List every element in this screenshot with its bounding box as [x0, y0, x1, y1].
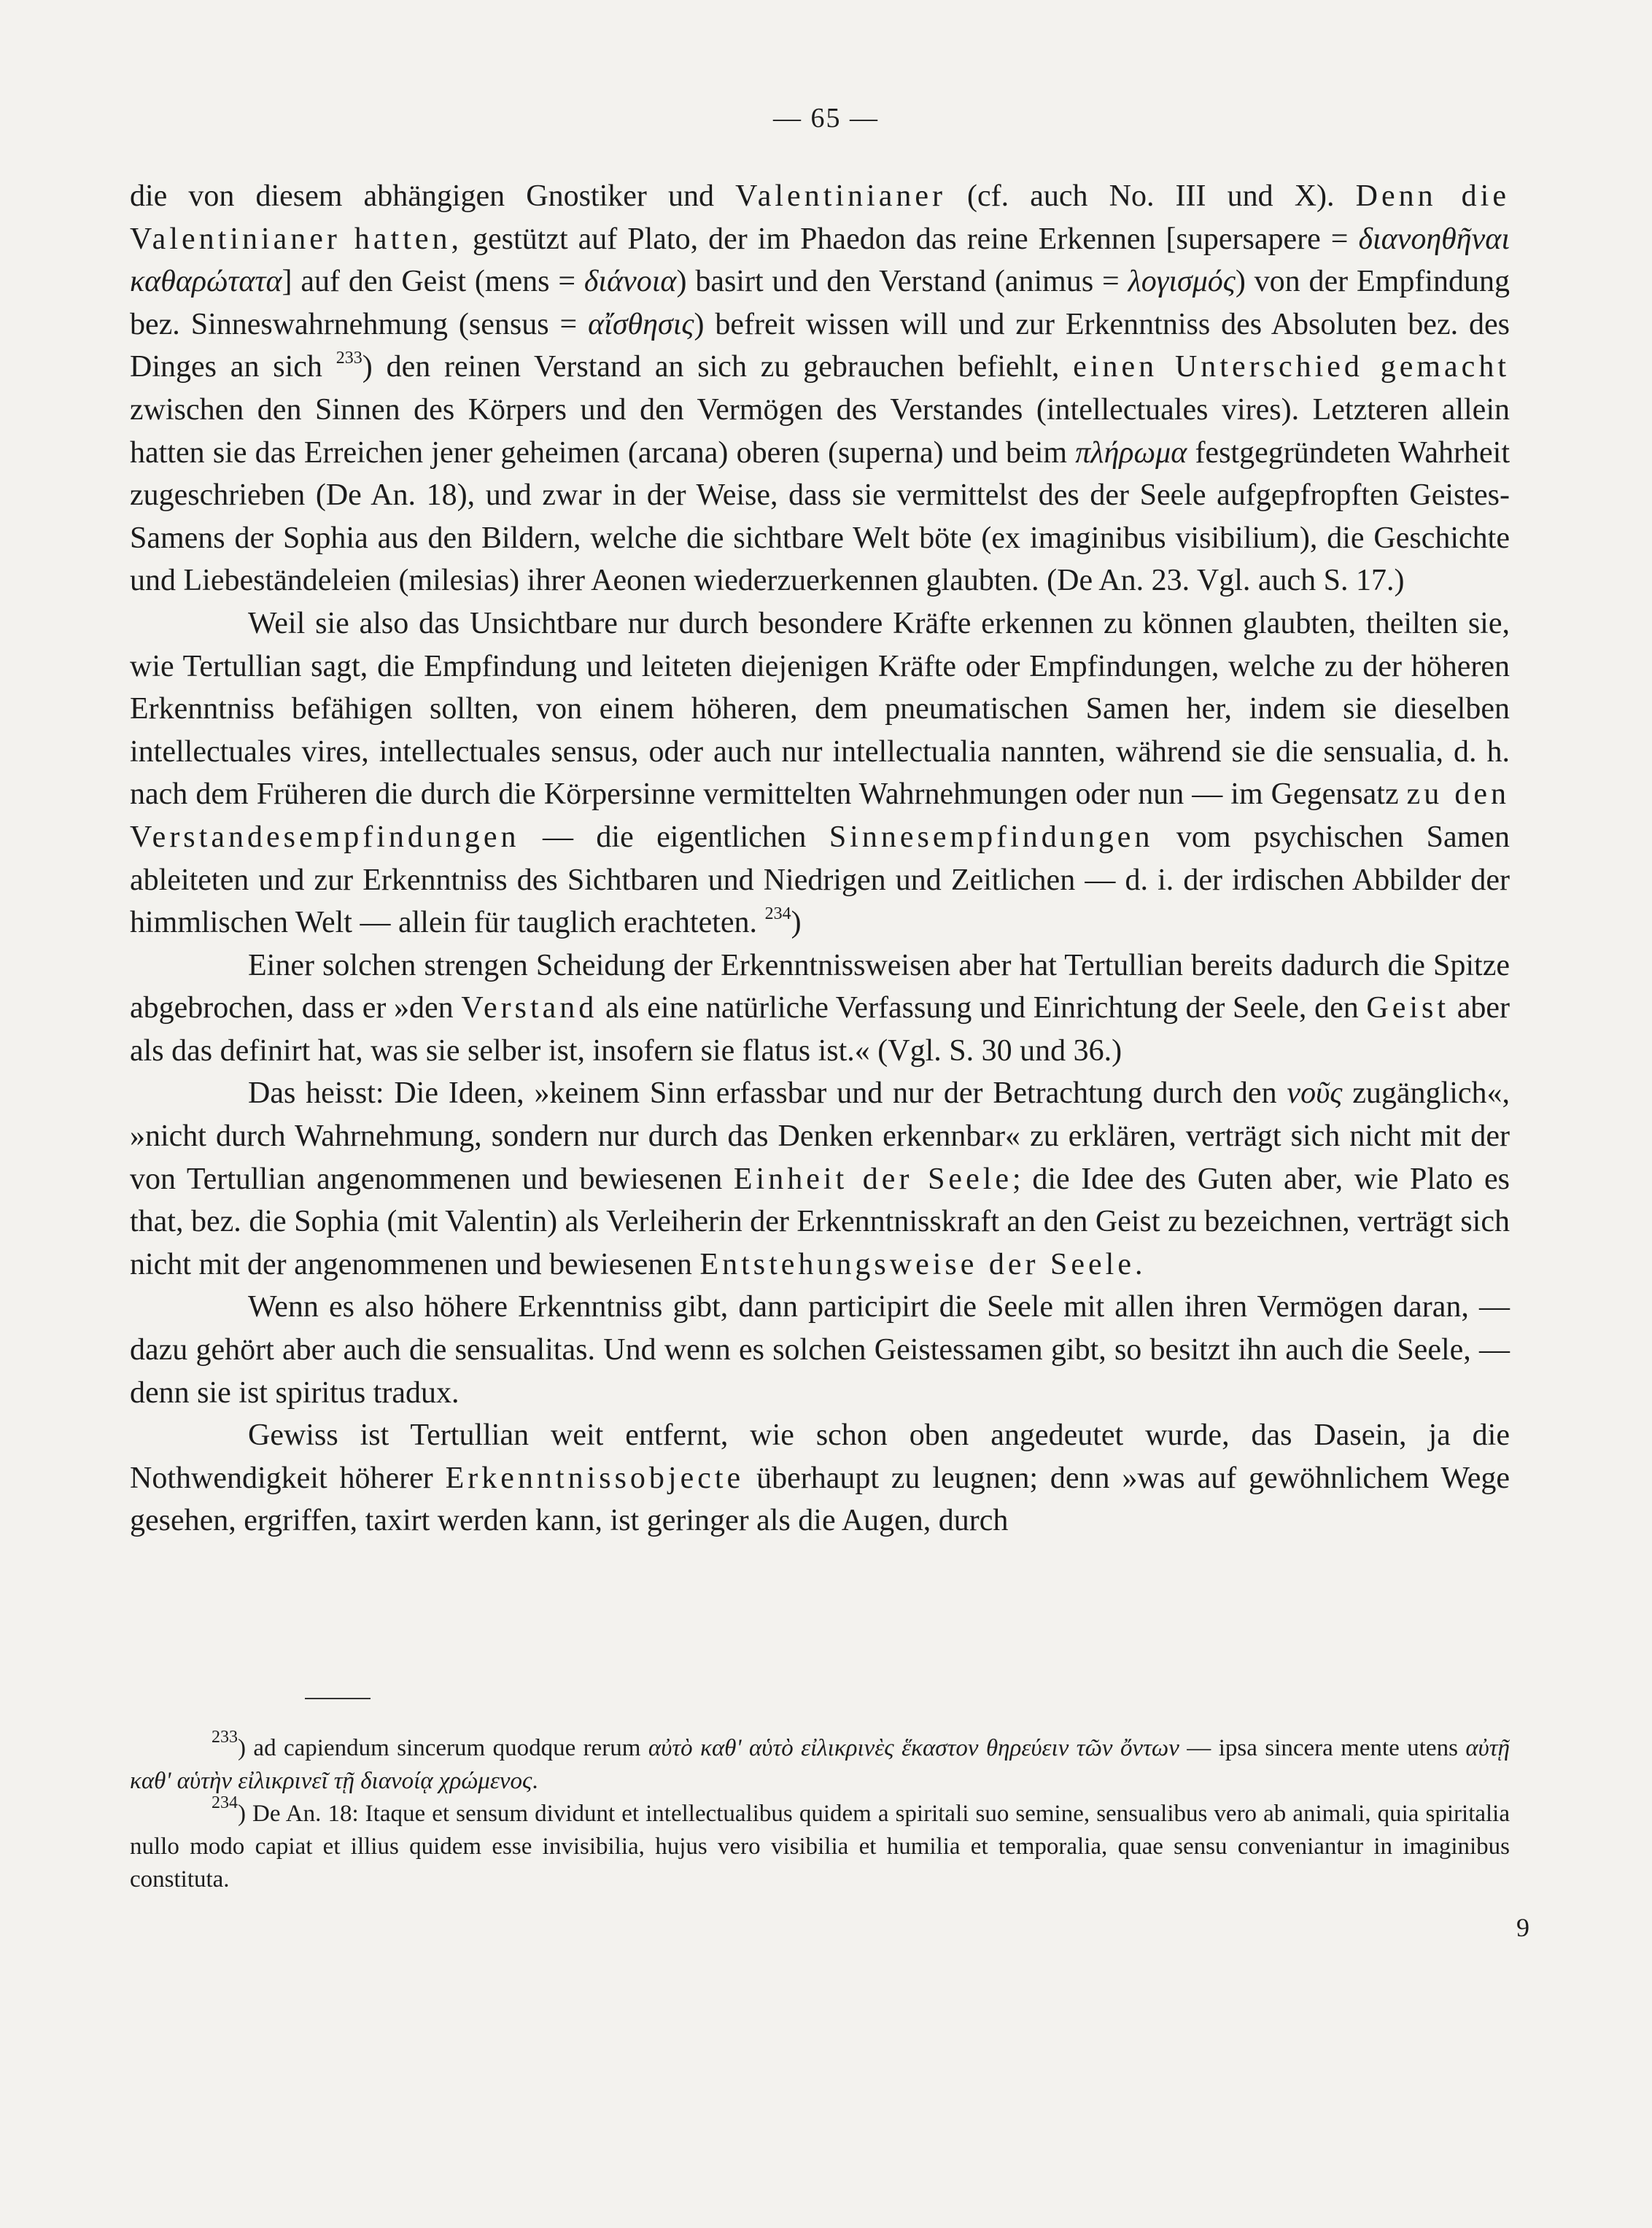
text-run: ) De An. 18: Itaque et sensum dividunt et intellectualibus quidem a spiritali suo semine, sensualibus vero ab animali, quia spiritalia nullo modo capiat et illius quidem esse invisibilia, hujus vero visibilia et humilia et temporalia, quae sensu conveniantur in imaginibus constituta. [130, 1801, 1510, 1893]
paragraph [130, 1286, 1510, 1414]
text-run: ; die Idee des Guten aber, wie Plato es that, bez. die Sophia (mit Valentin) als Verleiherin der Erkenntnisskraft an den Geist zu bezeichnen, verträgt sich nicht mit der angenommenen und bewiesenen [130, 1162, 1510, 1281]
footnote [130, 1793, 1510, 1896]
text-run: zwischen den Sinnen des Körpers und den Vermögen des Verstandes (intellectuales vires). Letzteren allein hatten sie das Erreichen jener geheimen (arcana) oberen (superna) und beim [130, 392, 1510, 470]
text-run: Gewiss ist Tertullian weit entfernt, wie schon oben angedeutet wurde, das Dasein, ja die Nothwendigkeit höherer [130, 1418, 1510, 1495]
text-run: — die eigentlichen [519, 820, 829, 854]
text-run: Wenn es also höhere Erkenntniss gibt, dann participirt die Seele mit allen ihren Vermögen daran, — dazu gehört aber auch die sensualitas. Und wenn es solchen Geistessamen gibt, so besitzt ihn auch die Seele, — denn sie ist spiritus tradux. [130, 1290, 1510, 1410]
footnotes [130, 1728, 1510, 1896]
spaced-emphasis: Entstehungsweise der Seele [699, 1247, 1135, 1281]
text-run: Einer solchen strengen Scheidung der Erkenntnissweisen aber hat Tertullian bereits dadurch die Spitze abgebrochen, dass er »den [130, 948, 1510, 1025]
text-run: die von diesem abhängigen Gnostiker und [130, 179, 736, 213]
text-run: aber als das definirt hat, was sie selber ist, insofern sie flatus ist.« (Vgl. S. 30 und 36.) [130, 991, 1511, 1068]
footnote-reference: 233 [212, 1728, 238, 1747]
greek-term: πλήρωμα [1075, 435, 1187, 470]
footnote-divider [305, 1698, 371, 1699]
text-run: Das heisst: Die Ideen, »keinem Sinn erfassbar und nur der Betrachtung durch den [248, 1076, 1287, 1111]
text-run: ) basirt und den Verstand (animus = [676, 265, 1128, 299]
spaced-emphasis: Valentinianer [735, 179, 946, 213]
greek-term: νοῦς [1287, 1076, 1343, 1111]
spaced-emphasis: Denn die Valentinianer hatten, [130, 179, 1510, 256]
spaced-emphasis: einen Unterschied gemacht [1073, 350, 1510, 384]
paragraph [130, 944, 1510, 1073]
text-run: ) [791, 906, 802, 940]
spaced-emphasis: Einheit der Seele [733, 1162, 1013, 1196]
footnote-reference: 234 [764, 904, 791, 924]
spaced-emphasis: Sinnesempfindungen [829, 820, 1154, 854]
greek-term: διανοηθῆναι καθαρώτατα [130, 222, 1510, 299]
paragraph [130, 602, 1510, 944]
signature-mark: 9 [1516, 1913, 1529, 1942]
footnote [130, 1728, 1510, 1798]
text-run: — ipsa sincera mente utens [1179, 1735, 1466, 1761]
footnote-reference: 234 [212, 1793, 238, 1812]
footnote-reference: 233 [336, 349, 362, 368]
greek-term: αὐτὸ καθ' αὑτὸ εἰλικρινὲς ἕκαστον θηρεύειν τῶν ὄντων [648, 1735, 1179, 1761]
text-run: als eine natürliche Verfassung und Einrichtung der Seele, den [597, 991, 1367, 1025]
text-run: (cf. auch No. III und X). [945, 179, 1356, 213]
text-run: ) befreit wissen will und zur Erkenntniss des Absoluten bez. des Dinges an sich [130, 307, 1510, 384]
page-number: — 65 — [773, 103, 879, 133]
body-text [130, 175, 1510, 1542]
text-run: festgegründeten Wahrheit zugeschrieben (De An. 18), und zwar in der Weise, dass sie vermittelst des der Seele aufgepfropften Geistes-Samens der Sophia aus den Bildern, welche die sichtbare Welt böte (ex imaginibus visibilium), die Geschichte und Liebeständeleien (milesias) ihrer Aeonen wiederzuerkennen glaubten. (De An. 23. Vgl. auch S. 17.) [130, 435, 1510, 598]
text-run: überhaupt zu leugnen; denn »was auf gewöhnlichem Wege gesehen, ergriffen, taxirt werden kann, ist geringer als die Augen, durch [130, 1461, 1510, 1538]
spaced-emphasis: Geist [1366, 991, 1450, 1025]
spaced-emphasis: Erkenntnissobjecte [445, 1461, 745, 1495]
text-run: ) von der Empfindung bez. Sinneswahrnehmung (sensus = [130, 265, 1510, 341]
spaced-emphasis: zu den Verstandesempfindungen [130, 777, 1510, 854]
text-run: ) den reinen Verstand an sich zu gebrauchen befiehlt, [362, 350, 1074, 384]
text-run: . [1134, 1247, 1143, 1281]
text-run: . [532, 1768, 538, 1794]
paragraph [130, 1414, 1510, 1542]
paragraph [130, 1072, 1510, 1286]
paragraph [130, 175, 1510, 602]
text-run: Weil sie also das Unsichtbare nur durch besondere Kräfte erkennen zu können glaubten, theilten sie, wie Tertullian sagt, die Empfindung und leiteten diejenigen Kräfte oder Empfindungen, welche zu der höheren Erkenntniss befähigen sollten, von einem höheren, dem pneumatischen Samen her, indem sie dieselben intellectuales vires, intellectuales sensus, oder auch nur intellectualia nannten, während sie die sensualia, d. h. nach dem Früheren die durch die Körpersinne vermittelten Wahrnehmungen oder nun — im Gegensatz [130, 606, 1510, 812]
text-run: ] auf den Geist (mens = [282, 265, 584, 299]
text-run: gestützt auf Plato, der im Phaedon das reine Erkennen [supersapere = [462, 222, 1359, 256]
spaced-emphasis: Verstand [461, 991, 598, 1025]
text-run: zugänglich«, »nicht durch Wahrnehmung, sondern nur durch das Denken erkennbar« zu erklären, verträgt sich nicht mit der von Tertullian angenommenen und bewiesenen [130, 1076, 1510, 1196]
text-run: ) ad capiendum sincerum quodque rerum [238, 1735, 648, 1761]
text-run: vom psychischen Samen ableiteten und zur Erkenntniss des Sichtbaren und Niedrigen und Zeitlichen — d. i. der irdischen Abbilder der himmlischen Welt — allein für tauglich erachteten. [130, 820, 1510, 940]
greek-term: λογισμός [1128, 265, 1236, 299]
greek-term: αἴσθησις [588, 307, 694, 341]
greek-term: αὐτῇ καθ' αὑτὴν εἰλικρινεῖ τῇ διανοίᾳ χρώμενος [130, 1735, 1510, 1794]
greek-term: διάνοια [583, 265, 677, 299]
